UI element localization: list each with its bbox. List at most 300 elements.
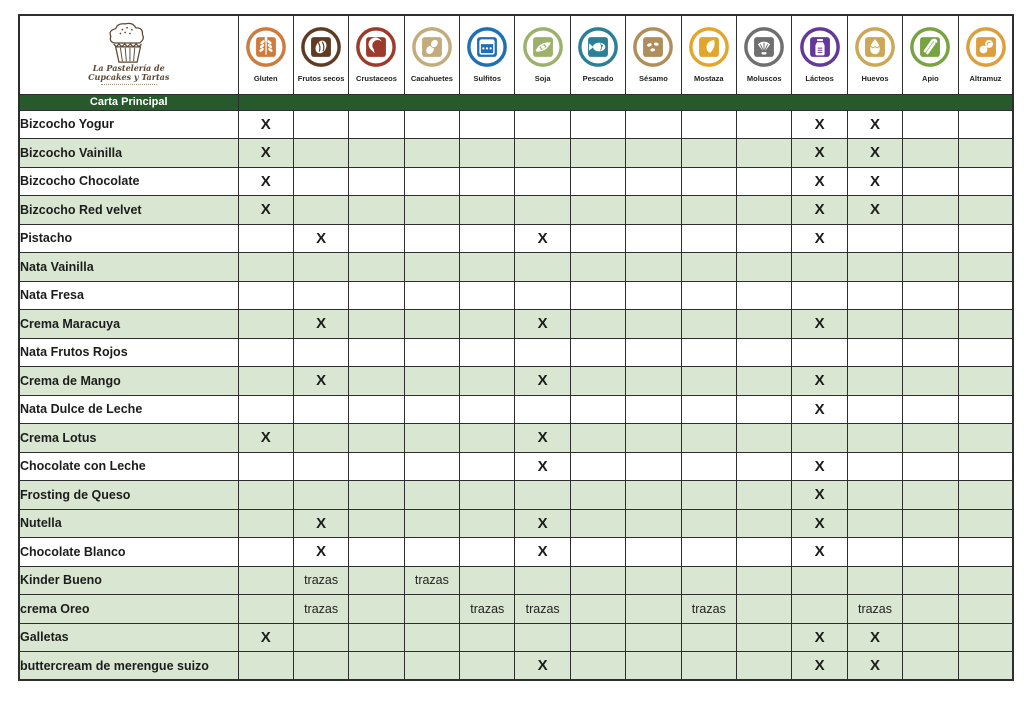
empty-cell	[681, 196, 736, 225]
column-label: Huevos	[861, 74, 889, 84]
logo-text-line2: Cupcakes y Tartas	[88, 71, 170, 82]
empty-cell	[404, 167, 459, 196]
allergen-x-cell: X	[792, 224, 847, 253]
empty-cell	[404, 110, 459, 139]
table-row	[19, 196, 1013, 225]
empty-cell	[626, 167, 681, 196]
empty-cell	[958, 595, 1013, 624]
empty-cell	[681, 452, 736, 481]
empty-cell	[903, 253, 958, 282]
empty-cell	[626, 509, 681, 538]
empty-cell	[404, 310, 459, 339]
mustard-icon	[688, 26, 730, 68]
empty-cell	[238, 224, 293, 253]
empty-cell	[293, 110, 348, 139]
empty-cell	[349, 623, 404, 652]
row-label: Nata Fresa	[19, 281, 238, 310]
wheat-icon	[245, 26, 287, 68]
empty-cell	[238, 509, 293, 538]
empty-cell	[626, 139, 681, 168]
empty-cell	[847, 509, 902, 538]
empty-cell	[515, 196, 570, 225]
empty-cell	[958, 424, 1013, 453]
allergen-x-cell: X	[515, 367, 570, 396]
table-row	[19, 224, 1013, 253]
row-label: Crema Lotus	[19, 424, 238, 453]
empty-cell	[404, 395, 459, 424]
empty-cell	[792, 566, 847, 595]
allergen-x-cell: X	[293, 310, 348, 339]
row-label: Bizcocho Chocolate	[19, 167, 238, 196]
allergen-x-cell: X	[238, 167, 293, 196]
empty-cell	[460, 224, 515, 253]
column-header-cacahuetes	[404, 15, 459, 94]
empty-cell	[570, 281, 625, 310]
empty-cell	[404, 196, 459, 225]
peanut-icon	[411, 26, 453, 68]
trazas-cell: trazas	[681, 595, 736, 624]
sulfites-icon	[466, 26, 508, 68]
empty-cell	[349, 281, 404, 310]
empty-cell	[238, 481, 293, 510]
row-label: Bizcocho Red velvet	[19, 196, 238, 225]
table-row	[19, 452, 1013, 481]
trazas-cell: trazas	[293, 595, 348, 624]
shell-icon	[743, 26, 785, 68]
empty-cell	[404, 281, 459, 310]
empty-cell	[238, 652, 293, 681]
empty-cell	[570, 481, 625, 510]
empty-cell	[238, 566, 293, 595]
allergen-x-cell: X	[847, 139, 902, 168]
empty-cell	[460, 167, 515, 196]
empty-cell	[681, 424, 736, 453]
allergen-x-cell: X	[515, 452, 570, 481]
empty-cell	[238, 595, 293, 624]
empty-cell	[847, 452, 902, 481]
empty-cell	[349, 509, 404, 538]
empty-cell	[515, 281, 570, 310]
empty-cell	[349, 367, 404, 396]
column-header-sulfitos	[460, 15, 515, 94]
empty-cell	[958, 110, 1013, 139]
empty-cell	[349, 224, 404, 253]
row-label: crema Oreo	[19, 595, 238, 624]
empty-cell	[570, 538, 625, 567]
allergen-header-row	[19, 15, 1013, 94]
empty-cell	[847, 367, 902, 396]
empty-cell	[903, 139, 958, 168]
empty-cell	[903, 310, 958, 339]
empty-cell	[792, 595, 847, 624]
row-label: buttercream de merengue suizo	[19, 652, 238, 681]
column-label: Apio	[922, 74, 939, 84]
table-row	[19, 538, 1013, 567]
row-label: Nata Dulce de Leche	[19, 395, 238, 424]
empty-cell	[737, 338, 792, 367]
empty-cell	[737, 509, 792, 538]
section-band-fill	[238, 94, 1013, 110]
empty-cell	[958, 139, 1013, 168]
column-label: Crustaceos	[356, 74, 397, 84]
celery-icon	[909, 26, 951, 68]
empty-cell	[626, 310, 681, 339]
empty-cell	[681, 509, 736, 538]
empty-cell	[570, 224, 625, 253]
empty-cell	[681, 367, 736, 396]
empty-cell	[958, 623, 1013, 652]
row-label: Crema de Mango	[19, 367, 238, 396]
section-title-cell	[19, 94, 238, 110]
column-header-moluscos	[737, 15, 792, 94]
empty-cell	[570, 395, 625, 424]
allergen-x-cell: X	[847, 167, 902, 196]
empty-cell	[681, 139, 736, 168]
table-row	[19, 367, 1013, 396]
empty-cell	[737, 367, 792, 396]
bakery-logo	[20, 22, 238, 88]
table-row	[19, 424, 1013, 453]
empty-cell	[903, 452, 958, 481]
empty-cell	[681, 110, 736, 139]
empty-cell	[626, 623, 681, 652]
empty-cell	[847, 338, 902, 367]
allergen-x-cell: X	[293, 367, 348, 396]
column-header-soja	[515, 15, 570, 94]
column-label: Altramuz	[969, 74, 1002, 84]
allergen-x-cell: X	[238, 139, 293, 168]
allergen-x-cell: X	[515, 224, 570, 253]
empty-cell	[460, 452, 515, 481]
table-row	[19, 623, 1013, 652]
column-header-apio	[903, 15, 958, 94]
column-label: Pescado	[582, 74, 614, 84]
row-label: Crema Maracuya	[19, 310, 238, 339]
empty-cell	[404, 623, 459, 652]
empty-cell	[737, 224, 792, 253]
empty-cell	[293, 281, 348, 310]
empty-cell	[460, 253, 515, 282]
column-header-l-cteos	[792, 15, 847, 94]
empty-cell	[737, 196, 792, 225]
empty-cell	[293, 481, 348, 510]
column-header-frutos-secos	[293, 15, 348, 94]
empty-cell	[349, 595, 404, 624]
empty-cell	[903, 281, 958, 310]
nut-icon	[300, 26, 342, 68]
empty-cell	[460, 338, 515, 367]
empty-cell	[903, 509, 958, 538]
empty-cell	[958, 652, 1013, 681]
empty-cell	[293, 652, 348, 681]
empty-cell	[460, 652, 515, 681]
trazas-cell: trazas	[293, 566, 348, 595]
empty-cell	[847, 281, 902, 310]
table-row	[19, 139, 1013, 168]
empty-cell	[958, 310, 1013, 339]
empty-cell	[903, 167, 958, 196]
empty-cell	[737, 566, 792, 595]
empty-cell	[737, 253, 792, 282]
allergen-x-cell: X	[293, 538, 348, 567]
empty-cell	[792, 424, 847, 453]
allergen-x-cell: X	[792, 196, 847, 225]
empty-cell	[737, 652, 792, 681]
empty-cell	[404, 338, 459, 367]
empty-cell	[460, 481, 515, 510]
empty-cell	[349, 538, 404, 567]
empty-cell	[460, 196, 515, 225]
empty-cell	[792, 338, 847, 367]
empty-cell	[958, 167, 1013, 196]
allergen-x-cell: X	[847, 623, 902, 652]
empty-cell	[847, 310, 902, 339]
empty-cell	[626, 424, 681, 453]
empty-cell	[903, 110, 958, 139]
empty-cell	[626, 196, 681, 225]
empty-cell	[570, 310, 625, 339]
allergen-x-cell: X	[792, 310, 847, 339]
empty-cell	[847, 395, 902, 424]
empty-cell	[349, 566, 404, 595]
row-label: Chocolate con Leche	[19, 452, 238, 481]
empty-cell	[460, 139, 515, 168]
empty-cell	[349, 196, 404, 225]
empty-cell	[737, 110, 792, 139]
table-row	[19, 253, 1013, 282]
allergen-x-cell: X	[792, 395, 847, 424]
column-label: Moluscos	[746, 74, 782, 84]
empty-cell	[570, 367, 625, 396]
allergen-x-cell: X	[293, 224, 348, 253]
empty-cell	[515, 110, 570, 139]
column-label: Mostaza	[694, 74, 724, 84]
empty-cell	[737, 139, 792, 168]
column-label: Cacahuetes	[410, 74, 453, 84]
table-row	[19, 395, 1013, 424]
column-label: Frutos secos	[297, 74, 345, 84]
empty-cell	[681, 253, 736, 282]
empty-cell	[515, 566, 570, 595]
table-row	[19, 509, 1013, 538]
empty-cell	[792, 253, 847, 282]
empty-cell	[903, 395, 958, 424]
shrimp-icon	[355, 26, 397, 68]
allergen-x-cell: X	[847, 196, 902, 225]
column-label: Sulfitos	[473, 74, 501, 84]
empty-cell	[515, 139, 570, 168]
milk-icon	[799, 26, 841, 68]
allergen-x-cell: X	[515, 310, 570, 339]
empty-cell	[681, 395, 736, 424]
empty-cell	[847, 253, 902, 282]
empty-cell	[737, 623, 792, 652]
empty-cell	[404, 595, 459, 624]
empty-cell	[958, 538, 1013, 567]
empty-cell	[737, 310, 792, 339]
empty-cell	[349, 481, 404, 510]
empty-cell	[626, 481, 681, 510]
empty-cell	[404, 224, 459, 253]
allergen-x-cell: X	[792, 367, 847, 396]
empty-cell	[460, 310, 515, 339]
empty-cell	[515, 253, 570, 282]
empty-cell	[903, 595, 958, 624]
empty-cell	[626, 566, 681, 595]
empty-cell	[570, 652, 625, 681]
empty-cell	[903, 196, 958, 225]
empty-cell	[515, 338, 570, 367]
table-row	[19, 281, 1013, 310]
empty-cell	[681, 481, 736, 510]
empty-cell	[903, 424, 958, 453]
row-label: Chocolate Blanco	[19, 538, 238, 567]
empty-cell	[958, 281, 1013, 310]
empty-cell	[570, 196, 625, 225]
empty-cell	[293, 253, 348, 282]
empty-cell	[792, 281, 847, 310]
empty-cell	[626, 652, 681, 681]
empty-cell	[958, 566, 1013, 595]
empty-cell	[349, 110, 404, 139]
allergen-x-cell: X	[238, 424, 293, 453]
empty-cell	[570, 509, 625, 538]
table-row	[19, 167, 1013, 196]
empty-cell	[958, 367, 1013, 396]
empty-cell	[737, 452, 792, 481]
empty-cell	[293, 196, 348, 225]
empty-cell	[460, 367, 515, 396]
empty-cell	[570, 338, 625, 367]
empty-cell	[349, 452, 404, 481]
allergen-x-cell: X	[515, 538, 570, 567]
empty-cell	[903, 566, 958, 595]
empty-cell	[238, 367, 293, 396]
allergen-x-cell: X	[847, 652, 902, 681]
empty-cell	[626, 224, 681, 253]
column-label: Lácteos	[805, 74, 834, 84]
empty-cell	[903, 538, 958, 567]
table-row	[19, 566, 1013, 595]
egg-icon	[854, 26, 896, 68]
empty-cell	[349, 253, 404, 282]
empty-cell	[681, 281, 736, 310]
empty-cell	[958, 481, 1013, 510]
empty-cell	[349, 167, 404, 196]
empty-cell	[238, 253, 293, 282]
empty-cell	[238, 310, 293, 339]
empty-cell	[570, 566, 625, 595]
column-header-pescado	[570, 15, 625, 94]
empty-cell	[737, 481, 792, 510]
trazas-cell: trazas	[460, 595, 515, 624]
empty-cell	[958, 224, 1013, 253]
table-row	[19, 310, 1013, 339]
empty-cell	[293, 139, 348, 168]
logo-text-line1: La Pastelería de	[92, 62, 165, 73]
column-label: Sésamo	[639, 74, 668, 84]
empty-cell	[404, 424, 459, 453]
column-label: Gluten	[253, 74, 278, 84]
empty-cell	[404, 139, 459, 168]
empty-cell	[626, 253, 681, 282]
empty-cell	[681, 566, 736, 595]
empty-cell	[847, 481, 902, 510]
logo-tagline-rule	[101, 84, 157, 88]
empty-cell	[737, 167, 792, 196]
section-band-row	[19, 94, 1013, 110]
empty-cell	[903, 623, 958, 652]
empty-cell	[349, 395, 404, 424]
empty-cell	[460, 566, 515, 595]
allergen-x-cell: X	[515, 424, 570, 453]
empty-cell	[681, 338, 736, 367]
column-header-huevos	[847, 15, 902, 94]
empty-cell	[847, 224, 902, 253]
empty-cell	[238, 452, 293, 481]
empty-cell	[460, 110, 515, 139]
empty-cell	[460, 281, 515, 310]
row-label: Pistacho	[19, 224, 238, 253]
empty-cell	[681, 167, 736, 196]
empty-cell	[404, 481, 459, 510]
empty-cell	[847, 538, 902, 567]
empty-cell	[515, 395, 570, 424]
row-label: Nata Vainilla	[19, 253, 238, 282]
allergen-x-cell: X	[792, 139, 847, 168]
allergen-x-cell: X	[792, 538, 847, 567]
empty-cell	[570, 424, 625, 453]
empty-cell	[570, 253, 625, 282]
empty-cell	[626, 367, 681, 396]
empty-cell	[958, 196, 1013, 225]
empty-cell	[570, 139, 625, 168]
allergen-x-cell: X	[792, 167, 847, 196]
row-label: Kinder Bueno	[19, 566, 238, 595]
allergen-x-cell: X	[293, 509, 348, 538]
allergen-x-cell: X	[792, 652, 847, 681]
empty-cell	[238, 395, 293, 424]
column-header-gluten	[238, 15, 293, 94]
allergen-x-cell: X	[792, 110, 847, 139]
empty-cell	[626, 452, 681, 481]
empty-cell	[626, 110, 681, 139]
empty-cell	[737, 395, 792, 424]
lupin-icon	[965, 26, 1007, 68]
empty-cell	[681, 652, 736, 681]
empty-cell	[238, 538, 293, 567]
soy-icon	[522, 26, 564, 68]
empty-cell	[293, 395, 348, 424]
allergen-x-cell: X	[792, 509, 847, 538]
empty-cell	[349, 424, 404, 453]
empty-cell	[958, 395, 1013, 424]
empty-cell	[238, 338, 293, 367]
table-row	[19, 595, 1013, 624]
row-label: Frosting de Queso	[19, 481, 238, 510]
column-header-altramuz	[958, 15, 1013, 94]
column-header-crustaceos	[349, 15, 404, 94]
row-label: Bizcocho Yogur	[19, 110, 238, 139]
row-label: Galletas	[19, 623, 238, 652]
empty-cell	[903, 481, 958, 510]
empty-cell	[737, 595, 792, 624]
allergen-x-cell: X	[847, 110, 902, 139]
empty-cell	[570, 110, 625, 139]
trazas-cell: trazas	[404, 566, 459, 595]
allergen-x-cell: X	[515, 509, 570, 538]
row-label: Nata Frutos Rojos	[19, 338, 238, 367]
